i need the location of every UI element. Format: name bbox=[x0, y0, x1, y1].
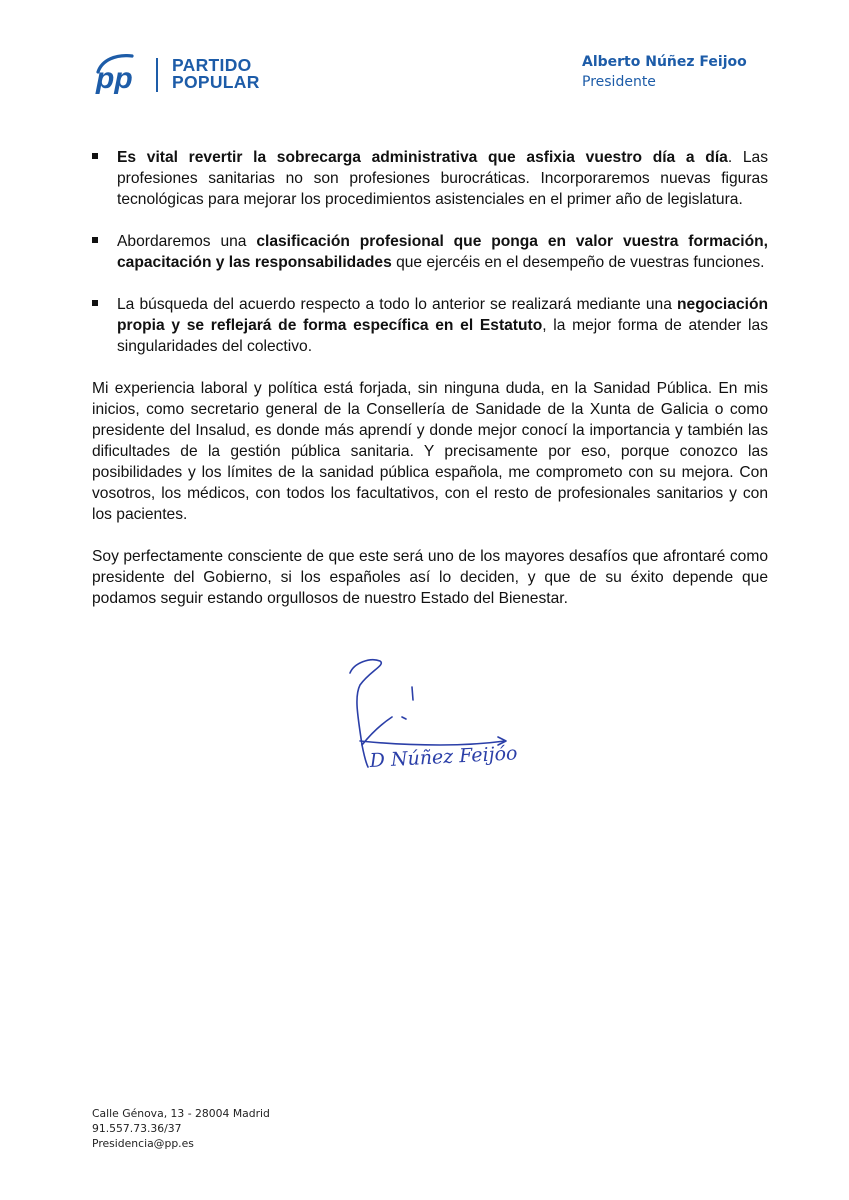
sender-block bbox=[582, 52, 747, 92]
body-paragraph: Soy perfectamente consciente de que este será uno de los mayores desafíos que afrontaré como presidente del Gobierno, si los españoles así lo deciden, y que de su éxito depende que podamos seguir estando orgullosos de nuestro Estado del Bienestar. bbox=[92, 548, 768, 607]
logo-separator bbox=[156, 58, 158, 92]
bullet-text: La búsqueda del acuerdo respecto a todo lo anterior se realizará mediante una bbox=[117, 296, 678, 313]
pp-logo-icon bbox=[92, 52, 148, 96]
bullet-square-icon bbox=[92, 237, 98, 243]
footer-address: Calle Génova, 13 - 28004 Madrid bbox=[92, 1107, 270, 1120]
bullet-text: que ejercéis en el desempeño de vuestras funciones. bbox=[391, 254, 765, 271]
bullet-text-bold: negociación propia y se reflejará de forma específica en el Estatuto bbox=[117, 296, 768, 334]
logo-line-1: PARTIDO bbox=[172, 55, 252, 75]
bullet-text: Abordaremos una bbox=[117, 233, 257, 250]
bullet-text: , la mejor forma de atender las singularidades del colectivo. bbox=[117, 317, 768, 355]
bullet-item bbox=[92, 294, 768, 357]
party-logo bbox=[92, 52, 292, 96]
sender-role: Presidente bbox=[582, 74, 656, 90]
logo-line-2: POPULAR bbox=[172, 72, 260, 92]
letterhead bbox=[0, 0, 849, 110]
signature-text: D Núñez Feijóo bbox=[369, 742, 518, 772]
letter-body bbox=[92, 147, 768, 630]
body-paragraph: Mi experiencia laboral y política está forjada, sin ninguna duda, en la Sanidad Pública. En mis inicios, como secretario general de la Consellería de Sanidade de la Xunta de Galicia o como presidente del Insalud, es donde más aprendí y donde mejor conocí la importancia y también las dificultades de la gestión pública sanitaria. Y precisamente por eso, porque conozco las posibilidades y los límites de la sanidad pública española, me comprometo con su mejora. Con vosotros, los médicos, con todos los facultativos, con el resto de profesionales sanitarios y con los pacientes. bbox=[92, 380, 768, 523]
sender-name: Alberto Núñez Feijoo bbox=[582, 54, 747, 70]
bullet-square-icon bbox=[92, 153, 98, 159]
bullet-text-bold: Es vital revertir la sobrecarga administrativa que asfixia vuestro día a día bbox=[117, 149, 728, 166]
handwritten-signature bbox=[340, 645, 530, 790]
bullet-text: . Las profesiones sanitarias no son profesiones burocráticas. Incorporaremos nuevas figuras tecnológicas para mejorar los procedimientos asistenciales en el primer año de legislatura. bbox=[117, 149, 768, 208]
logo-mark-text: pp bbox=[96, 62, 133, 95]
logo-wordmark bbox=[172, 57, 260, 91]
footer-contact bbox=[92, 1106, 270, 1151]
bullet-text-bold: clasificación profesional que ponga en valor vuestra formación, capacitación y las responsabilidades bbox=[117, 233, 768, 271]
bullet-square-icon bbox=[92, 300, 98, 306]
bullet-list bbox=[92, 147, 768, 357]
footer-phone: 91.557.73.36/37 bbox=[92, 1122, 182, 1135]
footer-email: Presidencia@pp.es bbox=[92, 1137, 194, 1150]
bullet-item bbox=[92, 147, 768, 210]
bullet-item bbox=[92, 231, 768, 273]
